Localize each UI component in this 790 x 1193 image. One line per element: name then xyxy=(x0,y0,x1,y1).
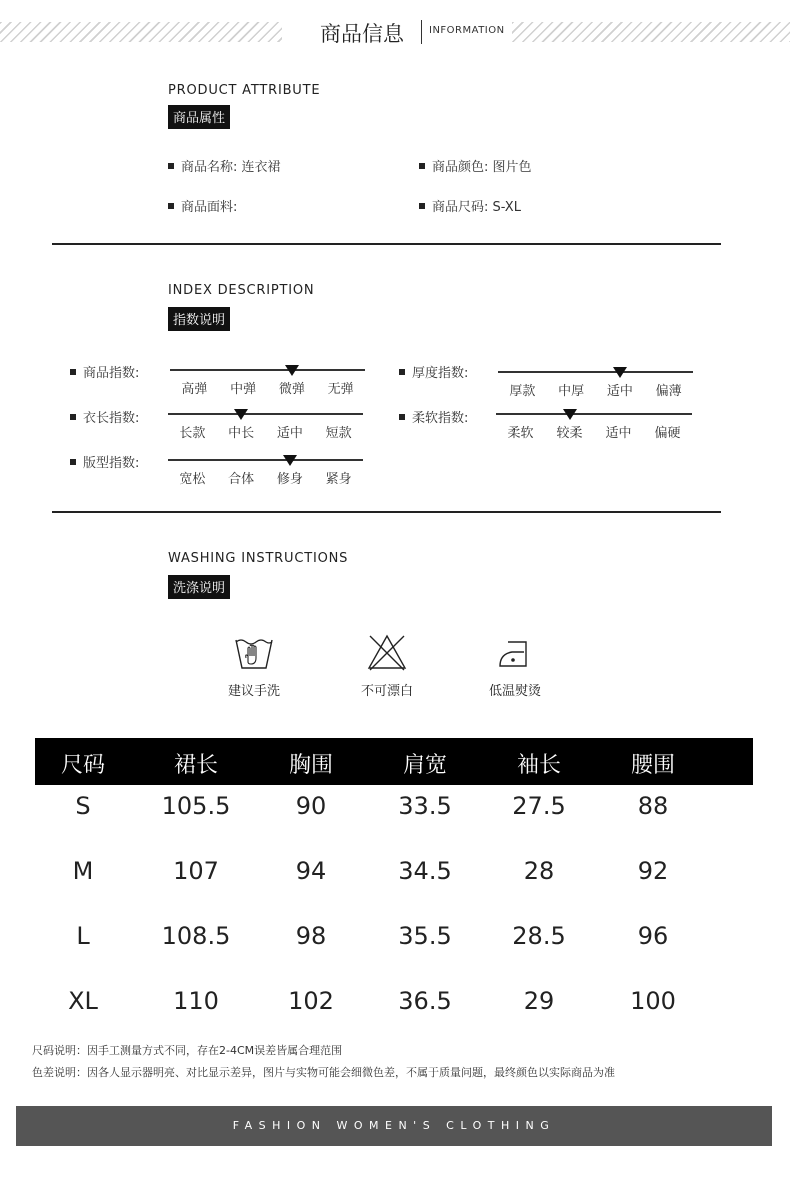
header-hatch-left xyxy=(0,22,282,42)
index-label-thickness: 厚度指数: xyxy=(399,362,468,381)
size-table-header-cell: 胸围 xyxy=(288,753,334,778)
bullet-icon xyxy=(70,369,76,375)
size-table-cell: 110 xyxy=(173,987,219,1015)
size-table-cell: 105.5 xyxy=(161,792,231,820)
bullet-icon xyxy=(399,414,405,420)
size-table-cell: 92 xyxy=(637,857,669,885)
scale-marker-icon xyxy=(234,409,248,420)
size-table-cell: 96 xyxy=(637,922,669,950)
attribute-item: 商品名称: 连衣裙 xyxy=(168,156,281,175)
washing-item-hand-wash xyxy=(209,634,299,699)
bullet-icon xyxy=(419,203,425,209)
header-separator xyxy=(421,20,422,44)
scale-option: 厚款 xyxy=(509,384,536,399)
bullet-icon xyxy=(70,459,76,465)
scale-option: 微弹 xyxy=(278,382,305,397)
size-table-header-cell: 尺码 xyxy=(60,753,106,778)
scale-marker-icon xyxy=(285,365,299,376)
scale-option: 中厚 xyxy=(558,384,585,399)
scale-option: 较柔 xyxy=(556,426,583,441)
size-table-cell: 27.5 xyxy=(512,792,566,820)
size-table-cell: 98 xyxy=(295,922,327,950)
washing-label: 不可漂白 xyxy=(360,684,413,699)
header-title: 商品信息 xyxy=(320,22,404,46)
size-table-cell: 28.5 xyxy=(512,922,566,950)
index-heading-cn: 指数说明 xyxy=(168,307,230,331)
index-scale-thickness xyxy=(498,371,693,401)
size-table-cell: 33.5 xyxy=(398,792,452,820)
index-label-elasticity: 商品指数: xyxy=(70,362,139,381)
size-table-cell: L xyxy=(76,922,90,950)
scale-marker-icon xyxy=(283,455,297,466)
bullet-icon xyxy=(168,203,174,209)
attribute-item: 商品颜色: 图片色 xyxy=(419,156,532,175)
size-table-cell: 94 xyxy=(295,857,327,885)
attribute-item: 商品尺码: S-XL xyxy=(419,196,521,215)
index-heading-en: INDEX DESCRIPTION xyxy=(168,283,315,298)
color-note: 色差说明：因各人显示器明亮、对比显示差异，图片与实物可能会细微色差，不属于质量问题，最终颜色以实际商品为准 xyxy=(32,1066,615,1079)
attribute-item: 商品面料: xyxy=(168,196,237,215)
low-iron-icon xyxy=(494,634,536,672)
washing-item-low-iron xyxy=(470,634,560,699)
size-table-cell: 88 xyxy=(637,792,669,820)
scale-option: 适中 xyxy=(276,426,303,441)
size-table-header-cell: 袖长 xyxy=(516,753,562,778)
size-table-cell: 28 xyxy=(523,857,555,885)
size-table-cell: 36.5 xyxy=(398,987,452,1015)
bullet-icon xyxy=(70,414,76,420)
scale-option: 偏薄 xyxy=(655,384,682,399)
scale-option: 柔软 xyxy=(507,426,534,441)
size-table-cell: XL xyxy=(68,987,98,1015)
washing-label: 建议手洗 xyxy=(227,684,280,699)
scale-line xyxy=(498,371,693,373)
washing-heading-en: WASHING INSTRUCTIONS xyxy=(168,551,349,566)
washing-item-no-bleach xyxy=(342,632,432,699)
size-table-cell: 29 xyxy=(523,987,555,1015)
scale-line xyxy=(168,459,363,461)
scale-marker-icon xyxy=(563,409,577,420)
size-table-cell: 35.5 xyxy=(398,922,452,950)
index-scale-length xyxy=(168,413,363,443)
section-divider xyxy=(52,243,721,245)
attributes-heading-en: PRODUCT ATTRIBUTE xyxy=(168,83,321,98)
scale-option: 中弹 xyxy=(230,382,257,397)
index-label-length: 衣长指数: xyxy=(70,407,139,426)
section-divider xyxy=(52,511,721,513)
washing-label: 低温熨烫 xyxy=(488,684,541,699)
size-table-cell: M xyxy=(72,857,94,885)
size-table-cell: 34.5 xyxy=(398,857,452,885)
scale-option: 紧身 xyxy=(325,472,352,487)
index-scale-elasticity xyxy=(170,369,365,399)
size-table-cell: 90 xyxy=(295,792,327,820)
bullet-icon xyxy=(399,369,405,375)
scale-option: 宽松 xyxy=(179,472,206,487)
size-table-header-cell: 腰围 xyxy=(630,753,676,778)
index-label-softness: 柔软指数: xyxy=(399,407,468,426)
scale-option: 偏硬 xyxy=(654,426,681,441)
index-scale-fit xyxy=(168,459,363,489)
washing-heading-cn: 洗涤说明 xyxy=(168,575,230,599)
footer-banner xyxy=(16,1106,772,1146)
size-table-header-cell: 肩宽 xyxy=(402,753,448,778)
scale-option: 无弹 xyxy=(327,382,354,397)
size-note: 尺码说明：因手工测量方式不同，存在2-4CM误差皆属合理范围 xyxy=(32,1044,343,1057)
scale-option: 长款 xyxy=(179,426,206,441)
scale-option: 中长 xyxy=(228,426,255,441)
footer-text: FASHION WOMEN'S CLOTHING xyxy=(232,1119,556,1132)
bullet-icon xyxy=(168,163,174,169)
scale-line xyxy=(168,413,363,415)
scale-option: 短款 xyxy=(325,426,352,441)
scale-line xyxy=(170,369,365,371)
size-table-cell: S xyxy=(75,792,91,820)
size-table-cell: 107 xyxy=(173,857,219,885)
size-table-cell: 108.5 xyxy=(161,922,231,950)
size-table-cell: 102 xyxy=(288,987,334,1015)
size-table-cell: 100 xyxy=(630,987,676,1015)
hand-wash-icon xyxy=(233,634,275,672)
scale-option: 合体 xyxy=(228,472,255,487)
attributes-heading-cn: 商品属性 xyxy=(168,105,230,129)
index-label-fit: 版型指数: xyxy=(70,452,139,471)
scale-option: 适中 xyxy=(606,384,633,399)
header-hatch-right xyxy=(512,22,790,42)
scale-option: 高弹 xyxy=(181,382,208,397)
size-table-header-cell: 裙长 xyxy=(173,753,219,778)
header-subtitle: INFORMATION xyxy=(429,25,505,36)
bullet-icon xyxy=(419,163,425,169)
no-bleach-icon xyxy=(366,632,408,672)
scale-marker-icon xyxy=(613,367,627,378)
scale-option: 适中 xyxy=(605,426,632,441)
scale-line xyxy=(496,413,692,415)
index-scale-softness xyxy=(496,413,692,443)
scale-option: 修身 xyxy=(276,472,303,487)
